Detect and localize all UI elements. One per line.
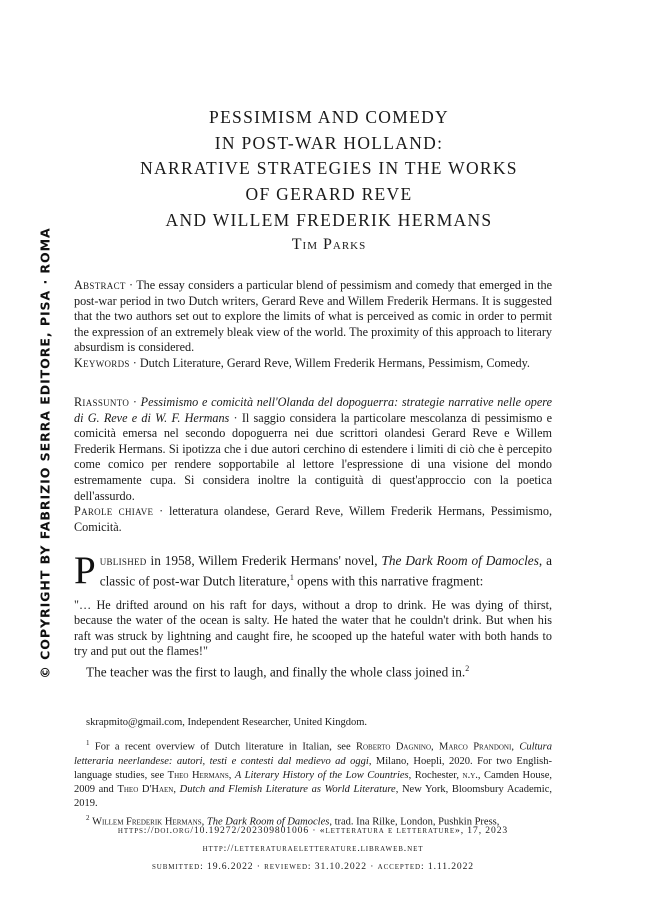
- book-title: The Dark Room of Damocles: [381, 553, 539, 568]
- keywords-text: Dutch Literature, Gerard Reve, Willem Frederik Hermans, Pessimism, Comedy.: [139, 355, 530, 370]
- parole-chiave-label: Parole chiave: [74, 504, 154, 519]
- parole-chiave-separator: ·: [153, 504, 169, 519]
- riassunto-text: · Il saggio considera la particolare mescolanza di pessimismo e comicità emersa nel secondo dopoguerra nei due scrittori olandesi Gerard Reve e Willem Frederik Hermans. Si ipotizza che i due autori cerchino di estendere i limiti di ciò che è percepito come comico per rendere sopportabile al lettore l'espressione di una visione del mondo estremamente cupa. Si considera inoltre la contiguità di quest'approccio con la poetica dell'assurdo.: [74, 410, 552, 503]
- abstract-text: The essay considers a particular blend of pessimism and comedy that emerged in the post-war period in two Dutch writers, Gerard Reve and Willem Frederik Hermans. It is suggested that the two authors set out to explore the limits of what is perceived as comic in order to permit the expression of an extremely bleak view of the world. The proximity of this approach to literary absurdism is considered.: [74, 278, 552, 355]
- author-name: Tim Parks: [291, 236, 367, 253]
- keywords-separator: ·: [129, 355, 140, 370]
- article-body: [74, 549, 552, 681]
- title-line: AND WILLEM FREDERIK HERMANS: [165, 209, 493, 230]
- contact-line: skrapmito@gmail.com, Independent Researcher, United Kingdom.: [86, 717, 368, 728]
- footnote-ref-2[interactable]: 2: [465, 663, 470, 673]
- journal-url[interactable]: http://letteraturaeletterature.libraweb.net: [202, 843, 424, 854]
- submission-dates: submitted: 19.6.2022 · reviewed: 31.10.2022 · accepted: 1.11.2022: [151, 861, 474, 872]
- title-line: OF GERARD REVE: [245, 184, 413, 205]
- copyright-sidebar: © COPYRIGHT BY FABRIZIO SERRA EDITORE, PISA · ROMA: [37, 227, 53, 679]
- lead-word: ublished: [99, 553, 147, 568]
- body-text: The teacher was the first to laugh, and finally the whole class joined in.: [86, 664, 466, 680]
- footnote-text: For a recent overview of Dutch literature in Italian, see: [94, 741, 356, 753]
- footnote-text: ,: [228, 769, 235, 781]
- abstract-label: Abstract: [74, 278, 126, 292]
- footnote-author: Theo D'Haen: [117, 783, 174, 795]
- abstract-paragraph: [74, 278, 552, 356]
- footnote-text: , Rochester,: [408, 769, 463, 781]
- footnote-number: 1: [86, 739, 90, 747]
- footnote-title: The Dark Room of Damocles: [206, 816, 330, 827]
- body-text: in 1958, Willem Frederik Hermans' novel,: [146, 553, 382, 568]
- footnote-text: , New York, Bloomsbury Academic, 2019.: [74, 783, 553, 809]
- quote-block: "… He drifted around on his raft for days, without a drop to drink. He was dying of thirst, because the water of the ocean is salty. He hated the water that he couldn't drink. But when his raft was struck by lightning and caught fire, he scooped up the hateful water with both hands to try and put out the flames!": [74, 597, 552, 659]
- opening-paragraph: [74, 549, 552, 592]
- footnote-text: , trad. Ina Rilke, London, Pushkin Press,: [329, 816, 500, 827]
- body-paragraph-2: [74, 661, 552, 681]
- footnote-author: Roberto Dagnino, Marco Prandoni: [356, 741, 512, 753]
- footnote-author: Theo Hermans: [167, 769, 229, 781]
- keywords-paragraph: [74, 356, 552, 372]
- riassunto-label: Riassunto: [74, 395, 130, 409]
- footnote-text: , Camden House, 2009 and: [74, 769, 552, 795]
- author-contact: [74, 716, 552, 730]
- abstract-separator: ·: [125, 278, 137, 292]
- riassunto-section: [74, 395, 552, 535]
- drop-cap: P: [74, 549, 96, 592]
- riassunto-paragraph: [74, 395, 552, 504]
- footnote-text: , Milano, Hoepli, 2020. For two English-language studies, see: [74, 755, 552, 781]
- footnote-title: Dutch and Flemish Literature as World Literature: [179, 783, 396, 795]
- footnote-text: ,: [201, 816, 207, 827]
- body-text: opens with this narrative fragment:: [293, 573, 484, 589]
- footnote-text: n.y.: [462, 769, 478, 781]
- footnote-ref-1[interactable]: 1: [289, 572, 294, 582]
- article-title: [90, 105, 568, 234]
- parole-chiave-text: letteratura olandese, Gerard Reve, Willem Frederik Hermans, Pessimismo, Comicità.: [74, 504, 552, 534]
- keywords-label: Keywords: [74, 355, 130, 370]
- parole-chiave-paragraph: [74, 504, 552, 535]
- title-line: PESSIMISM AND COMEDY: [209, 107, 449, 127]
- doi-line[interactable]: https://doi.org/10.19272/202309801006 · «letteratura e letterature», 17, 2023: [117, 825, 509, 836]
- footnote-title: A Literary History of the Low Countries: [234, 769, 409, 781]
- footnote-text: ,: [511, 741, 520, 753]
- title-line: NARRATIVE STRATEGIES IN THE WORKS: [140, 158, 518, 179]
- footnote-title: Cultura letteraria neerlandese: autori, testi e contesti dal medievo ad oggi: [74, 741, 553, 767]
- body-text: , a classic of post-war Dutch literature,: [99, 553, 552, 589]
- footnote-text: ,: [173, 783, 180, 795]
- title-line: IN POST-WAR HOLLAND:: [214, 132, 444, 153]
- riassunto-separator: ·: [129, 395, 141, 409]
- footnote-1: [74, 736, 552, 811]
- footnote-author: Willem Frederik Hermans: [92, 816, 202, 827]
- footnotes: [74, 716, 552, 829]
- footnote-number: 2: [86, 813, 90, 822]
- abstract-section: [74, 278, 552, 372]
- riassunto-title: Pessimismo e comicità nell'Olanda del dopoguerra: strategie narrative nelle opere di G. Reve e di W. F. Hermans: [74, 395, 552, 425]
